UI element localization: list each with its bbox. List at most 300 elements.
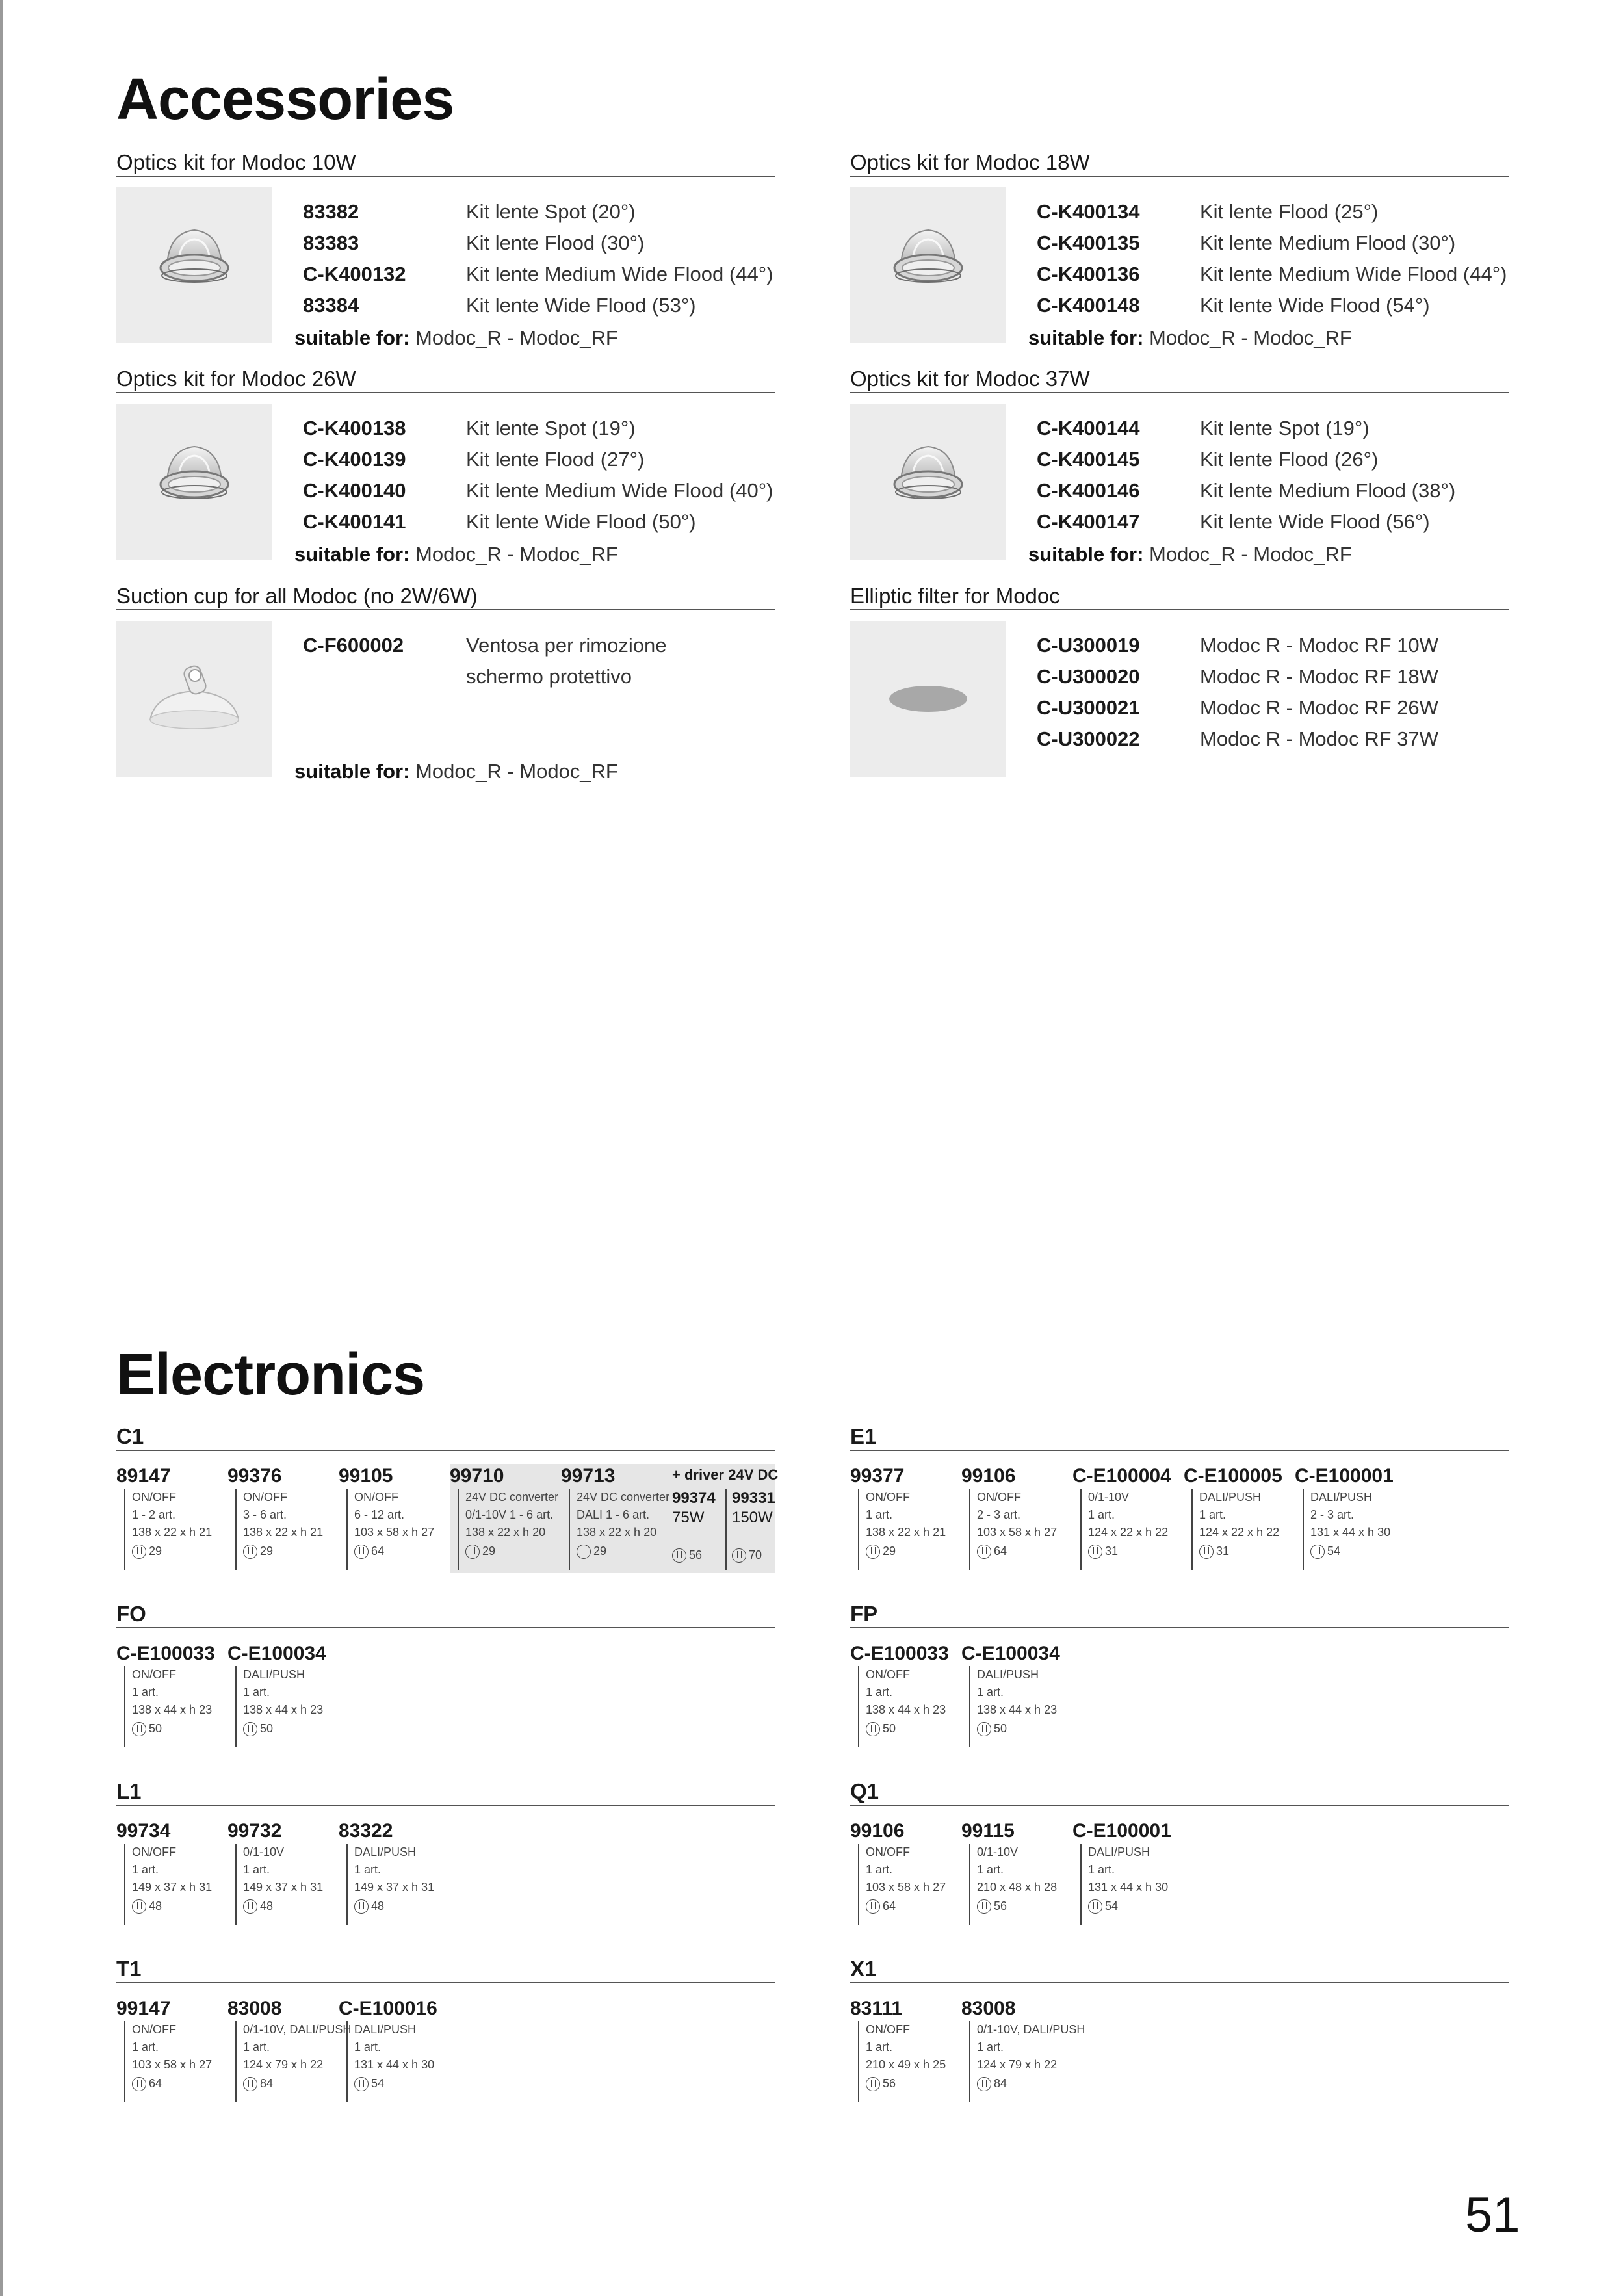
product-info (858, 1489, 946, 1570)
page-reference-icon (977, 2077, 991, 2091)
product-quantity: 1 art. (866, 1686, 893, 1699)
accessory-block (116, 583, 775, 791)
product-item (116, 1641, 228, 1751)
product-page-ref (1088, 1543, 1168, 1560)
accessory-description: Kit lente Medium Wide Flood (44°) (466, 263, 773, 285)
product-info (969, 2021, 1085, 2102)
product-type: 0/1-10V (243, 1846, 285, 1859)
accessory-block (116, 366, 775, 574)
product-code: C-E100001 (1072, 1820, 1171, 1842)
product-item (116, 1996, 228, 2106)
driver-box (672, 1464, 779, 1573)
product-type: DALI/PUSH (977, 1668, 1039, 1681)
product-quantity: 1 art. (1199, 1508, 1227, 1521)
product-quantity: 1 art. (977, 1863, 1004, 1876)
product-dimensions: 124 x 79 x h 22 (243, 2058, 324, 2071)
accessory-description: Kit lente Medium Flood (38°) (1200, 479, 1456, 502)
product-dimensions: 103 x 58 x h 27 (354, 1526, 435, 1539)
accessory-description: Kit lente Spot (20°) (466, 200, 636, 223)
accessory-title: Suction cup for all Modoc (no 2W/6W) (116, 583, 775, 610)
product-dimensions: 124 x 22 x h 22 (1199, 1526, 1280, 1539)
page-reference-icon (732, 1548, 746, 1563)
product-code: 99106 (850, 1820, 905, 1842)
electronics-group (850, 1956, 1509, 2112)
product-info (235, 1844, 323, 1925)
accessory-code: C-U300022 (1037, 727, 1140, 750)
suitable-for (1028, 541, 1352, 567)
product-type: DALI/PUSH (354, 2023, 417, 2036)
product-type: 0/1-10V (977, 1846, 1019, 1859)
product-dimensions: 138 x 44 x h 23 (132, 1703, 213, 1716)
product-dimensions: 149 x 37 x h 31 (243, 1881, 324, 1894)
product-dimensions: 138 x 44 x h 23 (866, 1703, 946, 1716)
product-code: 83111 (850, 1998, 903, 2019)
product-code: 99713 (561, 1465, 616, 1487)
accessory-code: C-K400135 (1037, 231, 1140, 254)
product-page-ref (866, 1898, 946, 1915)
product-quantity: 6 - 12 art. (354, 1508, 405, 1521)
accessory-row (1037, 228, 1507, 259)
product-quantity: 1 art. (132, 2041, 159, 2054)
product-code: C-E100001 (1295, 1465, 1394, 1487)
product-item (1184, 1464, 1295, 1573)
accessory-title: Optics kit for Modoc 18W (850, 150, 1509, 177)
lens-icon (850, 187, 1006, 343)
product-page-ref (243, 1898, 323, 1915)
page-reference-icon (1310, 1545, 1325, 1559)
product-page-ref (1088, 1898, 1168, 1915)
suitable-for-label: suitable for: (294, 760, 410, 783)
product-quantity: 1 art. (354, 1863, 382, 1876)
driver-page-ref (672, 1548, 702, 1563)
product-page-ref (354, 1898, 434, 1915)
product-quantity: 1 art. (1088, 1508, 1115, 1521)
group-label: C1 (116, 1424, 775, 1451)
product-type: ON/OFF (866, 1846, 910, 1859)
lens-icon (850, 404, 1006, 560)
page-reference-icon (977, 1722, 991, 1736)
driver-wattage: 75W (672, 1509, 705, 1526)
product-info (235, 1489, 323, 1570)
product-item (339, 1819, 450, 1928)
accessory-row (1037, 506, 1455, 538)
product-info (969, 1844, 1057, 1925)
accessory-description: Kit lente Flood (25°) (1200, 200, 1379, 223)
page-reference-icon (243, 1545, 257, 1559)
suitable-for-label: suitable for: (294, 326, 410, 349)
accessory-code: C-K400145 (1037, 448, 1140, 471)
group-label: T1 (116, 1956, 775, 1983)
page-reference-icon (243, 1899, 257, 1914)
product-page-ref (866, 1720, 946, 1738)
product-type: DALI/PUSH (243, 1668, 305, 1681)
product-code: 99377 (850, 1465, 905, 1487)
accessory-block (850, 150, 1509, 358)
product-page-ref (977, 1543, 1057, 1560)
product-page: 64 (371, 1545, 385, 1558)
accessory-row (1037, 259, 1507, 290)
product-quantity: 2 - 3 art. (977, 1508, 1021, 1521)
product-dimensions: 131 x 44 x h 30 (354, 2058, 435, 2071)
product-page-ref (1199, 1543, 1279, 1560)
product-item (227, 1464, 339, 1573)
product-page: 29 (260, 1545, 274, 1558)
product-page: 56 (883, 2077, 896, 2090)
product-code: 99106 (961, 1465, 1016, 1487)
product-item (561, 1464, 673, 1573)
page-reference-icon (243, 1722, 257, 1736)
product-dimensions: 131 x 44 x h 30 (1310, 1526, 1391, 1539)
accessory-description: Kit lente Wide Flood (54°) (1200, 294, 1430, 317)
accessory-row (303, 444, 773, 475)
accessory-code: C-K400148 (1037, 294, 1140, 317)
suitable-for (294, 541, 618, 567)
product-item (850, 1996, 962, 2106)
product-dimensions: 138 x 22 x h 20 (577, 1526, 657, 1539)
accessory-description: Kit lente Wide Flood (53°) (466, 294, 696, 317)
product-dimensions: 103 x 58 x h 27 (132, 2058, 213, 2071)
product-page: 64 (149, 2077, 162, 2090)
accessory-code-list (1037, 196, 1507, 321)
product-item (850, 1819, 962, 1928)
accessory-code: 83382 (303, 200, 359, 223)
product-info (569, 1489, 669, 1570)
product-page: 48 (149, 1899, 162, 1912)
product-page: 29 (482, 1545, 496, 1558)
accessory-block (850, 366, 1509, 574)
page-reference-icon (1088, 1545, 1102, 1559)
driver-item (732, 1489, 775, 1561)
product-info (858, 1844, 946, 1925)
product-info (346, 1489, 434, 1570)
product-page-ref (977, 1898, 1057, 1915)
product-code: C-E100004 (1072, 1465, 1171, 1487)
lens-icon (116, 187, 272, 343)
accessory-code: C-K400136 (1037, 263, 1140, 285)
product-page-ref (243, 2075, 351, 2093)
group-label: FP (850, 1601, 1509, 1628)
product-quantity: 1 art. (354, 2041, 382, 2054)
product-info (346, 2021, 434, 2102)
group-label: Q1 (850, 1779, 1509, 1806)
accessory-code: C-K400146 (1037, 479, 1140, 502)
group-label: FO (116, 1601, 775, 1628)
accessory-row (303, 259, 773, 290)
product-quantity: 2 - 3 art. (1310, 1508, 1355, 1521)
product-dimensions: 149 x 37 x h 31 (132, 1881, 213, 1894)
driver-page: 56 (689, 1548, 703, 1561)
product-page: 29 (883, 1545, 896, 1558)
accessories-heading: Accessories (116, 67, 454, 132)
product-quantity: 1 art. (132, 1686, 159, 1699)
product-quantity: 1 art. (977, 2041, 1004, 2054)
product-info (1303, 1489, 1390, 1570)
page-reference-icon (866, 1899, 880, 1914)
elliptic-filter-icon (850, 621, 1006, 777)
page-reference-icon (132, 1545, 146, 1559)
product-code: C-E100033 (116, 1643, 215, 1664)
product-info (124, 1666, 212, 1747)
accessory-description: Modoc R - Modoc RF 18W (1200, 665, 1438, 688)
accessory-row (1037, 630, 1438, 661)
product-quantity: 1 art. (866, 1863, 893, 1876)
product-info (346, 1844, 434, 1925)
product-page: 29 (149, 1545, 162, 1558)
page-reference-icon (977, 1545, 991, 1559)
accessory-code-list (303, 630, 666, 692)
suitable-for-label: suitable for: (294, 543, 410, 566)
product-dimensions: 131 x 44 x h 30 (1088, 1881, 1169, 1894)
accessory-code: C-K400134 (1037, 200, 1140, 223)
suction-cup-icon (116, 621, 272, 777)
accessory-code-list (303, 196, 773, 321)
accessory-row (303, 630, 666, 661)
product-page: 84 (994, 2077, 1007, 2090)
group-label: X1 (850, 1956, 1509, 1983)
product-code: 99376 (227, 1465, 282, 1487)
driver-code: 99331 (732, 1489, 775, 1507)
accessory-block (116, 150, 775, 358)
product-dimensions: 124 x 79 x h 22 (977, 2058, 1058, 2071)
product-type: ON/OFF (132, 1846, 176, 1859)
accessory-code: C-U300021 (1037, 696, 1140, 719)
accessory-row (303, 506, 773, 538)
product-info (969, 1489, 1057, 1570)
product-quantity: 0/1-10V 1 - 6 art. (465, 1508, 554, 1521)
accessory-description: schermo protettivo (466, 665, 632, 688)
product-page-ref (132, 1720, 212, 1738)
product-code: 99105 (339, 1465, 393, 1487)
product-page-ref (1310, 1543, 1390, 1560)
page-reference-icon (866, 2077, 880, 2091)
accessory-row (303, 290, 773, 321)
electronics-group (850, 1601, 1509, 1757)
accessory-row (1037, 196, 1507, 228)
product-info (235, 1666, 323, 1747)
product-quantity: 1 art. (866, 1508, 893, 1521)
page-reference-icon (132, 1722, 146, 1736)
accessory-row (303, 661, 666, 692)
page-reference-icon (866, 1545, 880, 1559)
product-type: ON/OFF (354, 1491, 398, 1504)
driver-page: 70 (749, 1548, 762, 1561)
accessory-description: Kit lente Wide Flood (56°) (1200, 510, 1430, 533)
electronics-group (116, 1424, 779, 1580)
accessory-description: Kit lente Spot (19°) (1200, 417, 1370, 439)
product-item (961, 1996, 1085, 2106)
page-reference-icon (354, 1899, 369, 1914)
accessory-description: Kit lente Flood (26°) (1200, 448, 1379, 471)
product-code: 83008 (961, 1998, 1016, 2019)
electronics-group (116, 1779, 775, 1935)
product-type: 0/1-10V, DALI/PUSH (243, 2023, 352, 2036)
product-page-ref (577, 1543, 669, 1560)
accessory-code: C-K400132 (303, 263, 406, 285)
product-info (1080, 1489, 1168, 1570)
product-dimensions: 138 x 22 x h 21 (243, 1526, 324, 1539)
page-reference-icon (1088, 1899, 1102, 1914)
product-page-ref (866, 2075, 946, 2093)
product-page: 48 (260, 1899, 274, 1912)
driver-title: + driver 24V DC (672, 1467, 779, 1483)
product-page: 50 (149, 1722, 162, 1735)
product-dimensions: 138 x 22 x h 21 (866, 1526, 946, 1539)
product-item (227, 1996, 352, 2106)
accessory-code: 83384 (303, 294, 359, 317)
product-type: 0/1-10V, DALI/PUSH (977, 2023, 1085, 2036)
product-quantity: DALI 1 - 6 art. (577, 1508, 650, 1521)
product-info (458, 1489, 558, 1570)
product-type: ON/OFF (132, 2023, 176, 2036)
product-type: ON/OFF (132, 1491, 176, 1504)
product-dimensions: 138 x 22 x h 21 (132, 1526, 213, 1539)
accessory-code: C-K400139 (303, 448, 406, 471)
product-item (1295, 1464, 1407, 1573)
product-quantity: 1 art. (1088, 1863, 1115, 1876)
product-page-ref (977, 1720, 1057, 1738)
electronics-group (116, 1601, 775, 1757)
suitable-for (294, 325, 618, 351)
accessory-description: Kit lente Medium Wide Flood (40°) (466, 479, 773, 502)
driver-page-ref (732, 1548, 762, 1563)
product-dimensions: 210 x 49 x h 25 (866, 2058, 946, 2071)
accessory-title: Optics kit for Modoc 26W (116, 366, 775, 393)
accessory-description: Kit lente Wide Flood (50°) (466, 510, 696, 533)
product-page: 54 (371, 2077, 385, 2090)
product-info (1191, 1489, 1279, 1570)
accessory-row (1037, 724, 1438, 755)
group-label: E1 (850, 1424, 1509, 1451)
driver-item (672, 1489, 716, 1561)
product-page-ref (354, 1543, 434, 1560)
accessory-description: Kit lente Medium Wide Flood (44°) (1200, 263, 1507, 285)
page-reference-icon (577, 1545, 591, 1559)
product-dimensions: 124 x 22 x h 22 (1088, 1526, 1169, 1539)
product-page: 56 (994, 1899, 1007, 1912)
accessory-row (1037, 413, 1455, 444)
driver-divider (725, 1489, 727, 1570)
product-code: 83008 (227, 1998, 282, 2019)
product-type: 24V DC converter (465, 1491, 559, 1504)
suitable-for-value: Modoc_R - Modoc_RF (1149, 543, 1352, 566)
product-code: 89147 (116, 1465, 171, 1487)
product-page-ref (132, 1898, 212, 1915)
product-item (450, 1464, 562, 1573)
product-type: 24V DC converter (577, 1491, 670, 1504)
electronics-group (850, 1779, 1509, 1935)
electronics-group (850, 1424, 1509, 1580)
product-page: 50 (994, 1722, 1007, 1735)
product-type: ON/OFF (977, 1491, 1021, 1504)
product-page-ref (465, 1543, 558, 1560)
product-page-ref (132, 1543, 212, 1560)
product-code: C-E100016 (339, 1998, 437, 2019)
product-item (116, 1819, 228, 1928)
product-page-ref (132, 2075, 212, 2093)
product-page: 54 (1327, 1545, 1341, 1558)
product-type: 0/1-10V (1088, 1491, 1130, 1504)
accessory-row (303, 196, 773, 228)
accessory-title: Optics kit for Modoc 37W (850, 366, 1509, 393)
product-code: C-E100034 (961, 1643, 1060, 1664)
product-code: 99147 (116, 1998, 171, 2019)
product-code: 99732 (227, 1820, 282, 1842)
accessory-description: Kit lente Flood (27°) (466, 448, 645, 471)
page-edge (0, 0, 3, 2296)
product-dimensions: 103 x 58 x h 27 (866, 1881, 946, 1894)
page-reference-icon (1199, 1545, 1214, 1559)
product-dimensions: 138 x 44 x h 23 (977, 1703, 1058, 1716)
page-reference-icon (672, 1548, 686, 1563)
accessory-code: C-F600002 (303, 634, 404, 657)
product-code: 99734 (116, 1820, 171, 1842)
accessory-title: Elliptic filter for Modoc (850, 583, 1509, 610)
product-page: 64 (883, 1899, 896, 1912)
product-item (227, 1819, 339, 1928)
product-info (124, 1844, 212, 1925)
page-reference-icon (354, 2077, 369, 2091)
product-quantity: 1 art. (243, 1863, 270, 1876)
driver-wattage: 150W (732, 1509, 773, 1526)
product-page: 54 (1105, 1899, 1119, 1912)
product-item (1072, 1464, 1184, 1573)
accessory-description: Modoc R - Modoc RF 26W (1200, 696, 1438, 719)
product-info (235, 2021, 351, 2102)
suitable-for-value: Modoc_R - Modoc_RF (415, 326, 618, 349)
group-label: L1 (116, 1779, 775, 1806)
product-dimensions: 210 x 48 x h 28 (977, 1881, 1058, 1894)
suitable-for-label: suitable for: (1028, 543, 1144, 566)
product-type: ON/OFF (866, 1668, 910, 1681)
product-dimensions: 103 x 58 x h 27 (977, 1526, 1058, 1539)
product-item (850, 1641, 962, 1751)
page-reference-icon (977, 1899, 991, 1914)
product-quantity: 3 - 6 art. (243, 1508, 287, 1521)
product-code: C-E100005 (1184, 1465, 1282, 1487)
suitable-for-value: Modoc_R - Modoc_RF (415, 760, 618, 783)
accessory-row (303, 228, 773, 259)
product-dimensions: 149 x 37 x h 31 (354, 1881, 435, 1894)
product-type: ON/OFF (243, 1491, 287, 1504)
accessory-description: Ventosa per rimozione (466, 634, 667, 657)
accessory-row (1037, 661, 1438, 692)
product-code: 99115 (961, 1820, 1015, 1842)
accessory-row (1037, 290, 1507, 321)
page-reference-icon (465, 1545, 480, 1559)
product-page: 50 (883, 1722, 896, 1735)
product-page-ref (243, 1720, 323, 1738)
accessory-code: C-K400147 (1037, 510, 1140, 533)
product-page: 64 (994, 1545, 1007, 1558)
product-type: ON/OFF (132, 1668, 176, 1681)
product-type: ON/OFF (866, 2023, 910, 2036)
product-page-ref (243, 1543, 323, 1560)
product-item (339, 1464, 450, 1573)
accessory-code: C-U300019 (1037, 634, 1140, 657)
product-info (969, 1666, 1057, 1747)
accessory-code: 83383 (303, 231, 359, 254)
product-item (339, 1996, 450, 2106)
product-quantity: 1 - 2 art. (132, 1508, 176, 1521)
electronics-heading: Electronics (116, 1342, 425, 1407)
product-page: 29 (593, 1545, 607, 1558)
product-code: C-E100033 (850, 1643, 949, 1664)
product-page: 48 (371, 1899, 385, 1912)
accessory-row (1037, 692, 1438, 724)
product-page: 50 (260, 1722, 274, 1735)
product-type: DALI/PUSH (1199, 1491, 1262, 1504)
product-info (858, 1666, 946, 1747)
